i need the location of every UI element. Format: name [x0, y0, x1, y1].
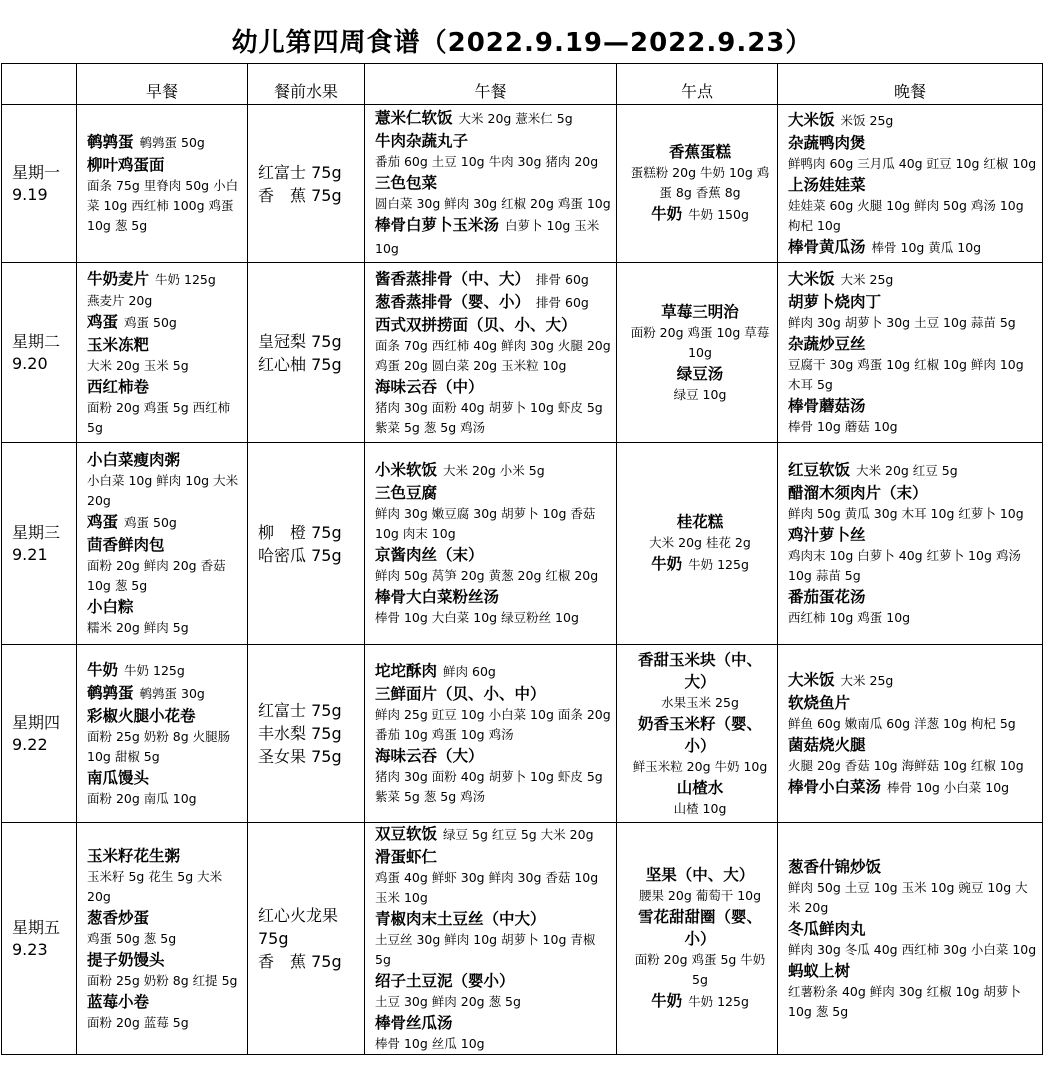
lunch-dish: [375, 660, 612, 683]
dish-name: 双豆软饭: [375, 825, 438, 843]
fruit-cell: [248, 443, 365, 645]
dish-name: 牛肉杂蔬丸子: [375, 132, 469, 150]
dish-ingredients: 土豆 30g 鲜肉 20g 葱 5g: [375, 994, 521, 1009]
dish-name: 草莓三明治: [661, 302, 739, 321]
dish-note: 大米 20g 红豆 5g: [856, 463, 958, 478]
dinner-cell: [778, 263, 1043, 443]
lunch-dish: [375, 214, 612, 260]
breakfast-dish: [87, 534, 243, 556]
dinner-dish: [788, 395, 1038, 417]
lunch-dish: [375, 291, 612, 314]
lunch-dish: [375, 314, 612, 336]
dish-name: 牛奶: [651, 555, 683, 573]
dish-name: 棒骨白萝卜玉米汤: [375, 216, 500, 234]
dish-note: 大米 20g 薏米仁 5g: [458, 111, 573, 126]
dish-name: 鸡蛋: [87, 312, 119, 331]
dish-ingredients: 糯米 20g 鲜肉 5g: [87, 620, 189, 635]
day-name: 星期二: [12, 331, 61, 351]
dish-ingredients: 面条 70g 西红柿 40g 鲜肉 30g 火腿 20g 鸡蛋 20g 圆白菜 20g 玉米粒 10g: [375, 337, 611, 373]
dish-name: 西红柿卷: [87, 377, 150, 396]
dish-name: 棒骨丝瓜汤: [375, 1014, 453, 1032]
snack-dish: [627, 203, 773, 226]
dish-ingredients: 土豆丝 30g 鲜肉 10g 胡萝卜 10g 青椒 5g: [375, 932, 596, 967]
dish-name: 玉米冻粑: [87, 335, 150, 354]
dish-ingredients: 面粉 20g 鸡蛋 5g 西红柿 5g: [87, 399, 231, 435]
day-row: [2, 443, 1043, 645]
dish-note: 牛奶 150g: [688, 207, 749, 222]
breakfast-dish: [87, 449, 243, 471]
day-name: 星期五: [12, 917, 61, 937]
dish-name: 坚果（中、大）: [645, 866, 755, 884]
dish-name: 上汤娃娃菜: [788, 175, 866, 194]
dish-ingredients: 燕麦片 20g: [87, 292, 153, 308]
fruit-item: 柳 橙 75g: [258, 522, 342, 542]
breakfast-dish: [87, 845, 243, 867]
dish-ingredients: 圆白菜 30g 鲜肉 30g 红椒 20g 鸡蛋 10g: [375, 196, 611, 211]
lunch-dish: [375, 846, 612, 868]
dish-ingredients: 鸡肉末 10g 白萝卜 40g 红萝卜 10g 鸡汤 10g 蒜苗 5g: [788, 548, 1021, 583]
dish-ingredients: 鲜肉 30g 嫩豆腐 30g 胡萝卜 10g 香菇 10g 肉末 10g: [375, 506, 596, 541]
day-cell: [2, 823, 77, 1055]
dish-name: 香蕉蛋糕: [668, 143, 731, 161]
dish-name: 杂蔬炒豆丝: [788, 335, 866, 353]
snack-cell: [617, 645, 778, 823]
dish-note: 棒骨 10g 小白菜 10g: [887, 779, 1010, 795]
dish-name: 牛奶: [87, 660, 119, 679]
lunch-dish: [375, 683, 612, 705]
snack-dish: [627, 141, 773, 163]
dish-name: 棒骨黄瓜汤: [788, 237, 866, 256]
dish-name: 胡萝卜烧肉丁: [788, 293, 882, 311]
fruit-item: 红富士 75g: [258, 162, 342, 182]
dish-ingredients: 绿豆 10g: [673, 386, 727, 402]
dinner-dish: [788, 174, 1038, 196]
lunch-cell: [365, 645, 617, 823]
dinner-dish: [788, 459, 1038, 482]
dish-note: 大米 25g: [840, 272, 894, 287]
breakfast-cell: [77, 443, 248, 645]
dinner-dish: [788, 776, 1038, 799]
breakfast-dish: [87, 682, 243, 705]
dish-name: 海味云吞（大）: [375, 747, 484, 765]
dish-note: 牛奶 125g: [124, 662, 185, 678]
dinner-dish: [788, 482, 1038, 504]
dish-ingredients: 大米 20g 玉米 5g: [87, 357, 189, 373]
fruit-item: 皇冠梨 75g: [258, 331, 342, 351]
lunch-dish: [375, 172, 612, 194]
dish-name: 茴香鲜肉包: [87, 536, 165, 554]
dish-name: 醋溜木须肉片（末）: [788, 484, 928, 502]
dish-ingredients: 面条 75g 里脊肉 50g 小白菜 10g 西红柿 100g 鸡蛋 10g 葱 5g: [87, 178, 239, 233]
lunch-dish: [375, 1012, 612, 1034]
dish-ingredients: 鲜肉 50g 土豆 10g 玉米 10g 豌豆 10g 大米 20g: [788, 879, 1028, 915]
dish-name: 软烧鱼片: [788, 693, 851, 712]
fruit-item: 红心柚 75g: [258, 354, 342, 374]
dish-name: 南瓜馒头: [87, 768, 150, 787]
dish-ingredients: 猪肉 30g 面粉 40g 胡萝卜 10g 虾皮 5g 紫菜 5g 葱 5g 鸡汤: [375, 769, 603, 804]
dinner-dish: [788, 333, 1038, 355]
dish-ingredients: 鲜鸭肉 60g 三月瓜 40g 豇豆 10g 红椒 10g: [788, 155, 1037, 171]
fruit-cell: [248, 823, 365, 1055]
dish-ingredients: 面粉 20g 蓝莓 5g: [87, 1014, 189, 1030]
lunch-cell: [365, 263, 617, 443]
dinner-dish: [788, 586, 1038, 608]
dish-ingredients: 鸡蛋 40g 鲜虾 30g 鲜肉 30g 香菇 10g 玉米 10g: [375, 870, 599, 905]
dinner-cell: [778, 443, 1043, 645]
page-title: 幼儿第四周食谱（2022.9.19—2022.9.23）: [231, 28, 813, 58]
lunch-dish: [375, 459, 612, 482]
dish-ingredients: 火腿 20g 香菇 10g 海鲜菇 10g 红椒 10g: [788, 757, 1024, 773]
header-lunch: 午餐: [365, 64, 617, 105]
dish-note: 棒骨 10g 黄瓜 10g: [871, 239, 982, 255]
lunch-dish: [375, 482, 612, 504]
dish-name: 三色包菜: [375, 174, 438, 192]
dish-ingredients: 小白菜 10g 鲜肉 10g 大米 20g: [87, 473, 239, 508]
breakfast-cell: [77, 105, 248, 263]
lunch-dish: [375, 823, 612, 846]
dish-name: 鹌鹑蛋: [87, 133, 134, 151]
menu-table: [1, 63, 1043, 1055]
dish-name: 彩椒火腿小花卷: [87, 706, 196, 725]
dish-name: 葱香炒蛋: [87, 908, 150, 927]
dish-note: 鹌鹑蛋 50g: [139, 135, 205, 150]
snack-cell: [617, 105, 778, 263]
dish-note: 鸡蛋 50g: [124, 515, 177, 530]
dish-ingredients: 鲜鱼 60g 嫩南瓜 60g 洋葱 10g 枸杞 5g: [788, 715, 1016, 731]
dish-ingredients: 番茄 60g 土豆 10g 牛肉 30g 猪肉 20g: [375, 154, 599, 169]
day-cell: [2, 105, 77, 263]
dish-note: 大米 25g: [840, 672, 894, 688]
dinner-dish: [788, 268, 1038, 291]
dish-name: 海味云吞（中）: [375, 377, 484, 396]
day-row: [2, 823, 1043, 1055]
dish-note: 排骨 60g: [536, 294, 589, 310]
dish-note: 大米 20g 小米 5g: [443, 463, 545, 478]
dinner-dish: [788, 960, 1038, 982]
lunch-dish: [375, 376, 612, 398]
snack-dish: [627, 649, 773, 693]
day-date: 9.21: [12, 544, 48, 564]
breakfast-dish: [87, 311, 243, 334]
snack-dish: [627, 363, 773, 385]
day-date: 9.20: [12, 353, 48, 373]
dish-name: 小白菜瘦肉粥: [87, 451, 181, 469]
header-snack: 午点: [617, 64, 778, 105]
breakfast-dish: [87, 596, 243, 618]
day-name: 星期一: [12, 162, 61, 182]
dish-name: 薏米仁软饭: [375, 109, 453, 127]
dish-name: 山楂水: [676, 778, 724, 797]
day-row: [2, 263, 1043, 443]
day-cell: [2, 263, 77, 443]
dish-name: 小米软饭: [375, 461, 438, 479]
day-cell: [2, 645, 77, 823]
lunch-dish: [375, 544, 612, 566]
dish-ingredients: 面粉 20g 南瓜 10g: [87, 790, 197, 806]
lunch-dish: [375, 586, 612, 608]
breakfast-cell: [77, 823, 248, 1055]
dish-name: 葱香蒸排骨（婴、小）: [375, 292, 531, 311]
lunch-dish: [375, 130, 612, 152]
dish-name: 棒骨蘑菇汤: [788, 397, 866, 415]
fruit-cell: [248, 645, 365, 823]
dish-ingredients: 面粉 20g 鲜肉 20g 香菇 10g 葱 5g: [87, 558, 226, 593]
lunch-cell: [365, 105, 617, 263]
header-dinner: 晚餐: [778, 64, 1043, 105]
dish-name: 绍子土豆泥（婴小）: [375, 972, 515, 990]
dish-note: 排骨 60g: [536, 271, 589, 287]
breakfast-dish: [87, 991, 243, 1013]
dish-ingredients: 鲜肉 50g 莴笋 20g 黄葱 20g 红椒 20g: [375, 568, 599, 583]
breakfast-dish: [87, 767, 243, 789]
dish-name: 杂蔬鸭肉煲: [788, 133, 866, 152]
dish-note: 牛奶 125g: [155, 271, 216, 287]
dish-note: 白萝卜 10g 玉米 10g: [375, 218, 600, 256]
snack-dish: [627, 511, 773, 533]
dish-name: 牛奶: [651, 205, 683, 223]
dinner-dish: [788, 918, 1038, 940]
dish-name: 京酱肉丝（末）: [375, 546, 484, 564]
breakfast-dish: [87, 705, 243, 727]
header-breakfast: 早餐: [77, 64, 248, 105]
dish-name: 冬瓜鲜肉丸: [788, 919, 866, 938]
lunch-cell: [365, 443, 617, 645]
dish-name: 坨坨酥肉: [375, 662, 438, 680]
lunch-dish: [375, 107, 612, 130]
dish-name: 菌菇烧火腿: [788, 735, 866, 754]
breakfast-dish: [87, 907, 243, 929]
snack-dish: [627, 713, 773, 757]
dinner-dish: [788, 669, 1038, 692]
fruit-item: 香 蕉 75g: [258, 185, 342, 205]
dish-name: 三色豆腐: [375, 484, 438, 502]
breakfast-dish: [87, 334, 243, 356]
snack-dish: [627, 777, 773, 799]
dinner-dish: [788, 524, 1038, 546]
dish-ingredients: 棒骨 10g 大白菜 10g 绿豆粉丝 10g: [375, 610, 579, 625]
dish-note: 牛奶 125g: [688, 994, 749, 1009]
dish-name: 滑蛋虾仁: [375, 848, 438, 866]
dish-ingredients: 面粉 20g 鸡蛋 5g 牛奶 5g: [634, 952, 766, 987]
dish-name: 牛奶: [651, 992, 683, 1010]
day-date: 9.22: [12, 734, 48, 754]
dish-name: 绿豆汤: [676, 364, 724, 383]
breakfast-dish: [87, 268, 243, 291]
breakfast-dish: [87, 949, 243, 971]
dinner-cell: [778, 105, 1043, 263]
dish-name: 青椒肉末土豆丝（中大）: [375, 910, 546, 928]
dish-ingredients: 棒骨 10g 蘑菇 10g: [788, 419, 898, 434]
dish-ingredients: 豆腐干 30g 鸡蛋 10g 红椒 10g 鲜肉 10g 木耳 5g: [788, 357, 1024, 392]
fruit-item: 圣女果 75g: [258, 747, 342, 766]
snack-dish: [627, 301, 773, 323]
fruit-item: 香 蕉 75g: [258, 952, 342, 971]
dish-name: 提子奶馒头: [87, 950, 165, 969]
dish-note: 鸡蛋 50g: [124, 314, 177, 330]
dish-ingredients: 面粉 25g 奶粉 8g 火腿肠 10g 甜椒 5g: [87, 728, 231, 764]
dish-ingredients: 娃娃菜 60g 火腿 10g 鲜肉 50g 鸡汤 10g 枸杞 10g: [788, 197, 1024, 233]
dish-name: 雪花甜甜圈（婴、小）: [637, 908, 762, 948]
dish-ingredients: 鲜玉米粒 20g 牛奶 10g: [632, 758, 768, 774]
dish-ingredients: 蛋糕粉 20g 牛奶 10g 鸡蛋 8g 香蕉 8g: [630, 165, 770, 200]
lunch-dish: [375, 970, 612, 992]
dinner-cell: [778, 645, 1043, 823]
day-row: [2, 105, 1043, 263]
header-blank: [2, 64, 77, 105]
breakfast-cell: [77, 645, 248, 823]
dish-ingredients: 鸡蛋 50g 葱 5g: [87, 930, 177, 946]
dish-name: 棒骨小白菜汤: [788, 777, 882, 796]
dish-name: 香甜玉米块（中、大）: [637, 650, 762, 691]
dish-ingredients: 鲜肉 50g 黄瓜 30g 木耳 10g 红萝卜 10g: [788, 506, 1024, 521]
dinner-dish: [788, 734, 1038, 756]
dish-ingredients: 鲜肉 30g 冬瓜 40g 西红柿 30g 小白菜 10g: [788, 941, 1037, 957]
lunch-cell: [365, 823, 617, 1055]
lunch-dish: [375, 745, 612, 767]
dish-ingredients: 棒骨 10g 丝瓜 10g: [375, 1036, 485, 1051]
breakfast-dish: [87, 659, 243, 682]
dish-name: 大米饭: [788, 110, 835, 129]
dish-name: 小白粽: [87, 598, 134, 616]
fruit-item: 红心火龙果 75g: [258, 906, 339, 948]
fruit-item: 哈密瓜 75g: [258, 545, 342, 565]
dish-ingredients: 水果玉米 25g: [661, 694, 739, 710]
dish-name: 三鲜面片（贝、小、中）: [375, 685, 546, 703]
dinner-dish: [788, 856, 1038, 878]
dish-note: 绿豆 5g 红豆 5g 大米 20g: [443, 827, 594, 842]
day-name: 星期四: [12, 712, 61, 732]
breakfast-dish: [87, 154, 243, 176]
dish-name: 红豆软饭: [788, 461, 851, 479]
dish-name: 鸡蛋: [87, 513, 119, 531]
dish-name: 大米饭: [788, 670, 835, 689]
fruit-cell: [248, 263, 365, 443]
dish-name: 桂花糕: [676, 513, 724, 531]
dish-ingredients: 面粉 20g 鸡蛋 10g 草莓 10g: [630, 324, 770, 360]
dish-note: 米饭 25g: [840, 112, 894, 128]
dinner-dish: [788, 692, 1038, 714]
dish-name: 大米饭: [788, 270, 835, 288]
dinner-dish: [788, 236, 1038, 259]
breakfast-dish: [87, 376, 243, 398]
dish-ingredients: 玉米籽 5g 花生 5g 大米 20g: [87, 868, 223, 904]
snack-dish: [627, 906, 773, 950]
dish-name: 鸡汁萝卜丝: [788, 526, 866, 544]
dinner-dish: [788, 132, 1038, 154]
day-row: [2, 645, 1043, 823]
dinner-dish: [788, 291, 1038, 313]
day-date: 9.23: [12, 939, 48, 959]
snack-cell: [617, 443, 778, 645]
dish-ingredients: 鲜肉 30g 胡萝卜 30g 土豆 10g 蒜苗 5g: [788, 315, 1016, 330]
snack-dish: [627, 553, 773, 576]
dish-ingredients: 面粉 25g 奶粉 8g 红提 5g: [87, 972, 238, 988]
dish-note: 牛奶 125g: [688, 557, 749, 572]
dish-name: 葱香什锦炒饭: [788, 857, 882, 876]
snack-cell: [617, 823, 778, 1055]
snack-cell: [617, 263, 778, 443]
snack-dish: [627, 990, 773, 1013]
day-date: 9.19: [12, 184, 48, 204]
dish-name: 蚂蚁上树: [788, 961, 851, 980]
breakfast-dish: [87, 131, 243, 154]
dish-name: 酱香蒸排骨（中、大）: [375, 269, 531, 288]
dish-note: 鲜肉 60g: [443, 664, 496, 679]
fruit-item: 红富士 75g: [258, 701, 342, 720]
dish-ingredients: 大米 20g 桂花 2g: [649, 535, 751, 550]
dish-ingredients: 西红柿 10g 鸡蛋 10g: [788, 610, 911, 625]
day-name: 星期三: [12, 522, 61, 542]
dish-name: 牛奶麦片: [87, 269, 150, 288]
day-cell: [2, 443, 77, 645]
breakfast-cell: [77, 263, 248, 443]
dish-name: 玉米籽花生粥: [87, 846, 181, 865]
lunch-dish: [375, 908, 612, 930]
dish-note: 鹌鹑蛋 30g: [139, 685, 205, 701]
dish-name: 西式双拼捞面（贝、小、大）: [375, 315, 577, 334]
dish-ingredients: 猪肉 30g 面粉 40g 胡萝卜 10g 虾皮 5g 紫菜 5g 葱 5g 鸡汤: [375, 399, 603, 435]
snack-dish: [627, 864, 773, 886]
dish-name: 奶香玉米籽（婴、小）: [637, 714, 762, 755]
dish-name: 番茄蛋花汤: [788, 588, 866, 606]
dish-name: 蓝莓小卷: [87, 992, 150, 1011]
dish-name: 鹌鹑蛋: [87, 683, 134, 702]
dinner-dish: [788, 109, 1038, 132]
dish-name: 棒骨大白菜粉丝汤: [375, 588, 500, 606]
dish-name: 柳叶鸡蛋面: [87, 156, 165, 174]
fruit-cell: [248, 105, 365, 263]
header-row: [2, 64, 1043, 105]
header-fruit: 餐前水果: [248, 64, 365, 105]
dish-ingredients: 腰果 20g 葡萄干 10g: [638, 888, 762, 903]
dish-ingredients: 鲜肉 25g 豇豆 10g 小白菜 10g 面条 20g 番茄 10g 鸡蛋 10g 鸡汤: [375, 707, 611, 742]
fruit-item: 丰水梨 75g: [258, 724, 342, 743]
lunch-dish: [375, 268, 612, 291]
dish-ingredients: 红薯粉条 40g 鲜肉 30g 红椒 10g 胡萝卜 10g 葱 5g: [788, 983, 1021, 1019]
dinner-cell: [778, 823, 1043, 1055]
dish-ingredients: 山楂 10g: [673, 800, 727, 816]
breakfast-dish: [87, 511, 243, 534]
